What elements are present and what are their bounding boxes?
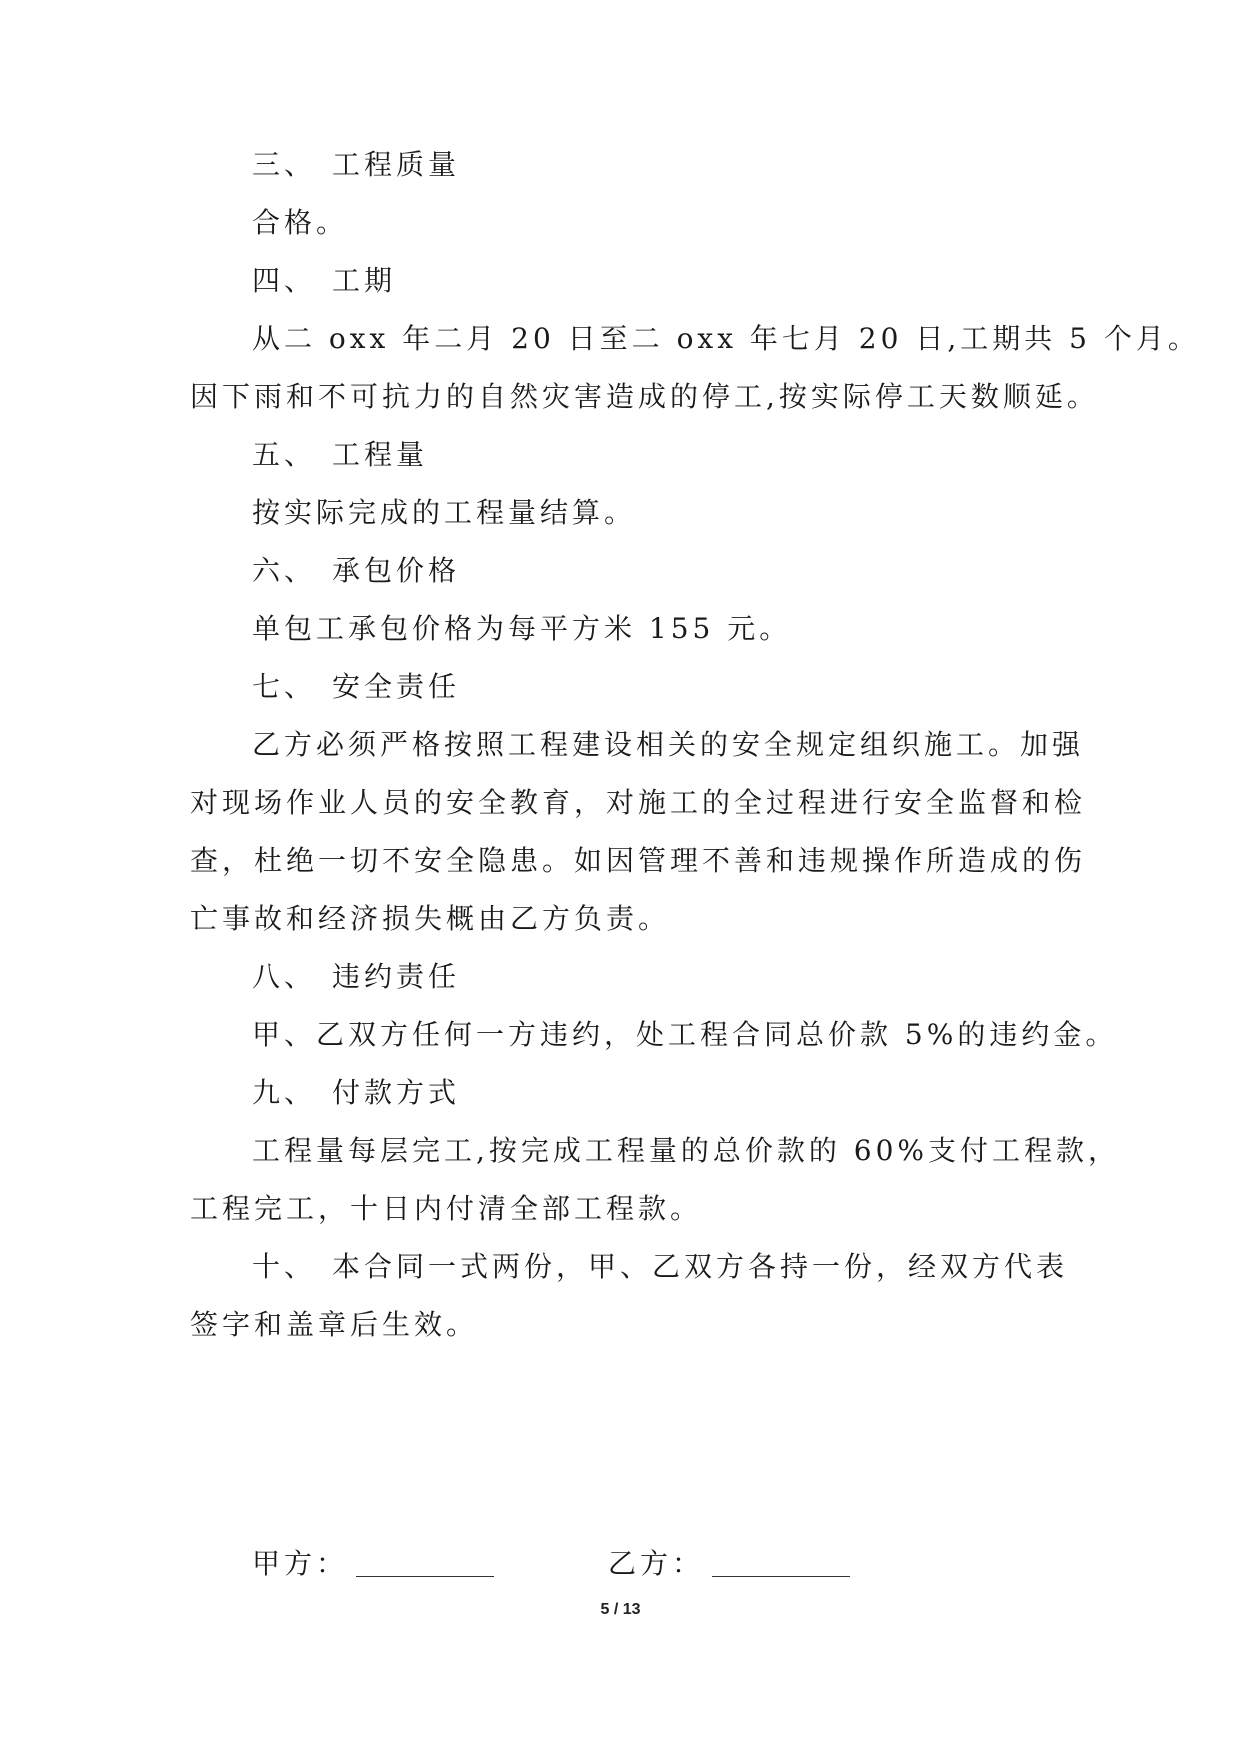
safety-line-4: 亡事故和经济损失概由乙方负责。 <box>190 902 671 935</box>
section-heading-schedule <box>252 261 396 301</box>
schedule-line-2: 因下雨和不可抗力的自然灾害造成的停工,按实际停工天数顺延。 <box>190 380 1099 413</box>
section-title: 违约责任 <box>332 960 461 993</box>
schedule-line-1: 从二 oxx 年二月 20 日至二 oxx 年七月 20 日,工期共 5 个月。 <box>252 322 1200 355</box>
section-number: 四、 <box>252 264 317 297</box>
section-number: 九、 <box>252 1076 317 1109</box>
section-number: 三、 <box>252 148 317 181</box>
party-a-signature <box>252 1544 494 1584</box>
section-title: 安全责任 <box>332 670 461 703</box>
section-heading-quality <box>252 145 460 185</box>
section-heading-safety <box>252 667 460 707</box>
party-a-signature-line <box>356 1548 494 1577</box>
party-b-signature <box>608 1544 850 1584</box>
section-title: 付款方式 <box>332 1076 461 1109</box>
payment-line-1: 工程量每层完工,按完成工程量的总价款的 60%支付工程款， <box>252 1134 1121 1167</box>
section-title: 工期 <box>332 264 397 297</box>
safety-line-3: 查，杜绝一切不安全隐患。如因管理不善和违规操作所造成的伤 <box>190 844 1087 877</box>
safety-line-2: 对现场作业人员的安全教育，对施工的全过程进行安全监督和检 <box>190 786 1087 819</box>
section-heading-breach <box>252 957 460 997</box>
section-number: 五、 <box>252 438 317 471</box>
section-number: 六、 <box>252 554 317 587</box>
section-heading-quantity <box>252 435 428 475</box>
section-title: 工程量 <box>332 438 429 471</box>
quantity-paragraph: 按实际完成的工程量结算。 <box>252 496 637 529</box>
clause-ten-text: 本合同一式两份，甲、乙双方各持一份，经双方代表 <box>332 1250 1069 1283</box>
clause-ten-line-1 <box>252 1247 1068 1287</box>
section-number: 八、 <box>252 960 317 993</box>
breach-paragraph: 甲、乙双方任何一方违约，处工程合同总价款 5%的违约金。 <box>252 1018 1118 1051</box>
payment-line-2: 工程完工，十日内付清全部工程款。 <box>190 1192 703 1225</box>
section-title: 工程质量 <box>332 148 461 181</box>
party-a-label: 甲方： <box>252 1547 349 1580</box>
quality-paragraph: 合格。 <box>252 206 349 239</box>
party-b-label: 乙方： <box>608 1547 705 1580</box>
price-paragraph: 单包工承包价格为每平方米 155 元。 <box>252 612 792 645</box>
safety-line-1: 乙方必须严格按照工程建设相关的安全规定组织施工。加强 <box>252 728 1085 761</box>
section-heading-price <box>252 551 460 591</box>
section-heading-payment <box>252 1073 460 1113</box>
section-title: 承包价格 <box>332 554 461 587</box>
page-number: 5 / 13 <box>600 1601 641 1618</box>
clause-ten-line-2: 签字和盖章后生效。 <box>190 1308 479 1341</box>
section-number: 七、 <box>252 670 317 703</box>
party-b-signature-line <box>712 1548 850 1577</box>
section-number: 十、 <box>252 1250 317 1283</box>
